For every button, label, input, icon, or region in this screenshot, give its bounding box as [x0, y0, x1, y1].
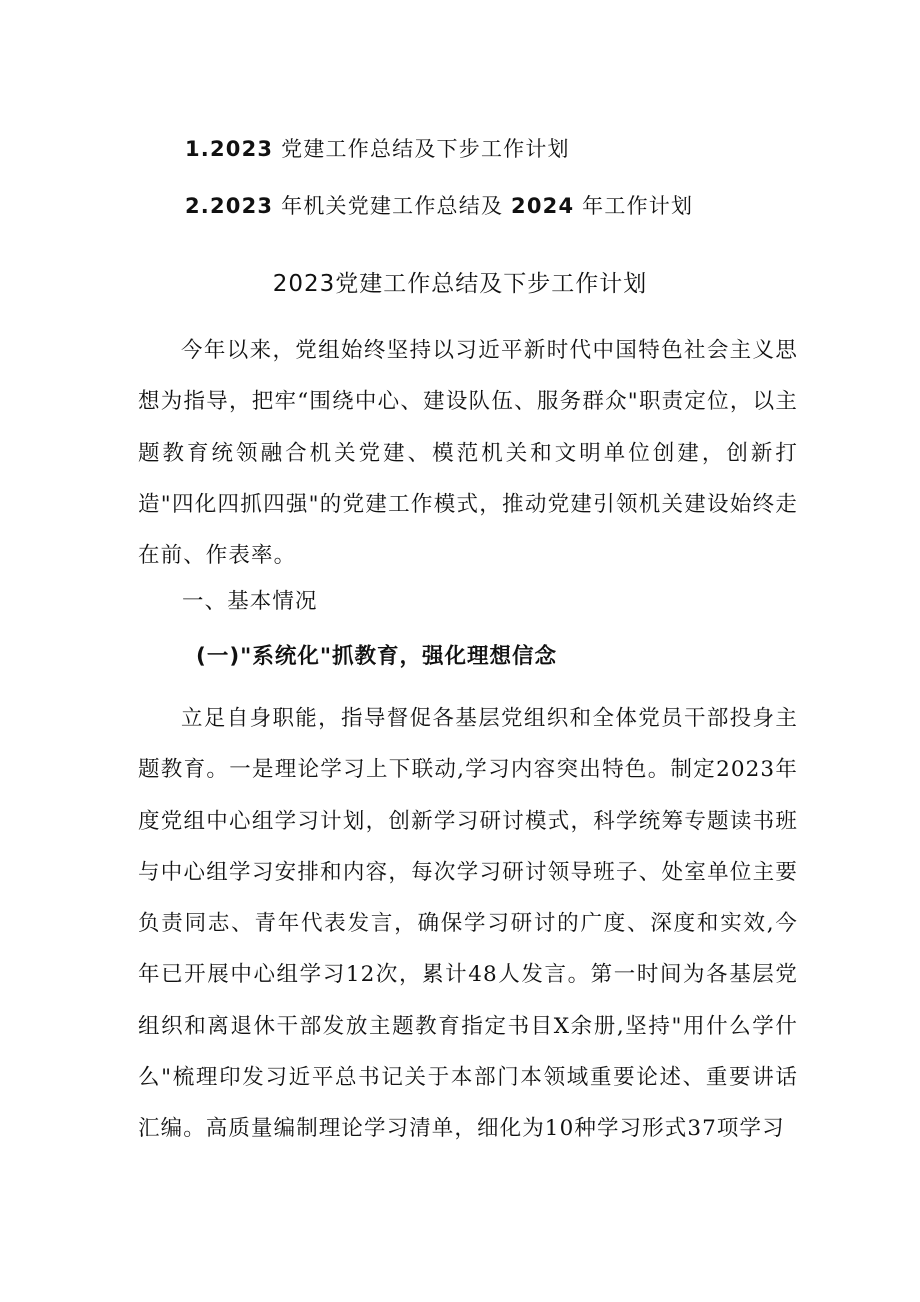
- toc-item-1[interactable]: [185, 133, 570, 165]
- toc-item-2-number: 2.2023: [185, 194, 274, 218]
- toc-item-1-text: 党建工作总结及下步工作计划: [281, 137, 570, 161]
- toc-item-2-text: 年机关党建工作总结及: [281, 194, 504, 218]
- section-heading: 一、基本情况: [182, 589, 318, 614]
- body-paragraph: 立足自身职能，指导督促各基层党组织和全体党员干部投身主题教育。一是理论学习上下联动,学习内容突出特色。制定2023年度党组中心组学习计划，创新学习研讨模式，科学统筹专题读书班与中心组学习安排和内容，每次学习研讨领导班子、处室单位主要负责同志、青年代表发言，确保学习研讨的广度、深度和实效,今年已开展中心组学习12次，累计48人发言。第一时间为各基层党组织和离退休干部发放主题教育指定书目X余册,坚持"用什么学什么"梳理印发习近平总书记关于本部门本领域重要论述、重要讲话汇编。高质量编制理论学习清单，细化为10种学习形式37项学习: [138, 706, 798, 1142]
- toc-item-2[interactable]: [185, 190, 693, 222]
- toc-item-1-number: 1.2023: [185, 137, 274, 161]
- document-title: 2023党建工作总结及下步工作计划: [272, 271, 648, 297]
- section-subheading: (一)"系统化"抓教育，强化理想信念: [196, 644, 558, 669]
- toc-item-2-year: 2024: [511, 194, 575, 218]
- toc-item-2-text-end: 年工作计划: [582, 194, 694, 218]
- intro-paragraph: 今年以来，党组始终坚持以习近平新时代中国特色社会主义思想为指导，把牢“围绕中心、建设队伍、服务群众"职责定位，以主题教育统领融合机关党建、模范机关和文明单位创建，创新打造"四化四抓四强"的党建工作模式，推动党建引领机关建设始终走在前、作表率。: [138, 338, 798, 569]
